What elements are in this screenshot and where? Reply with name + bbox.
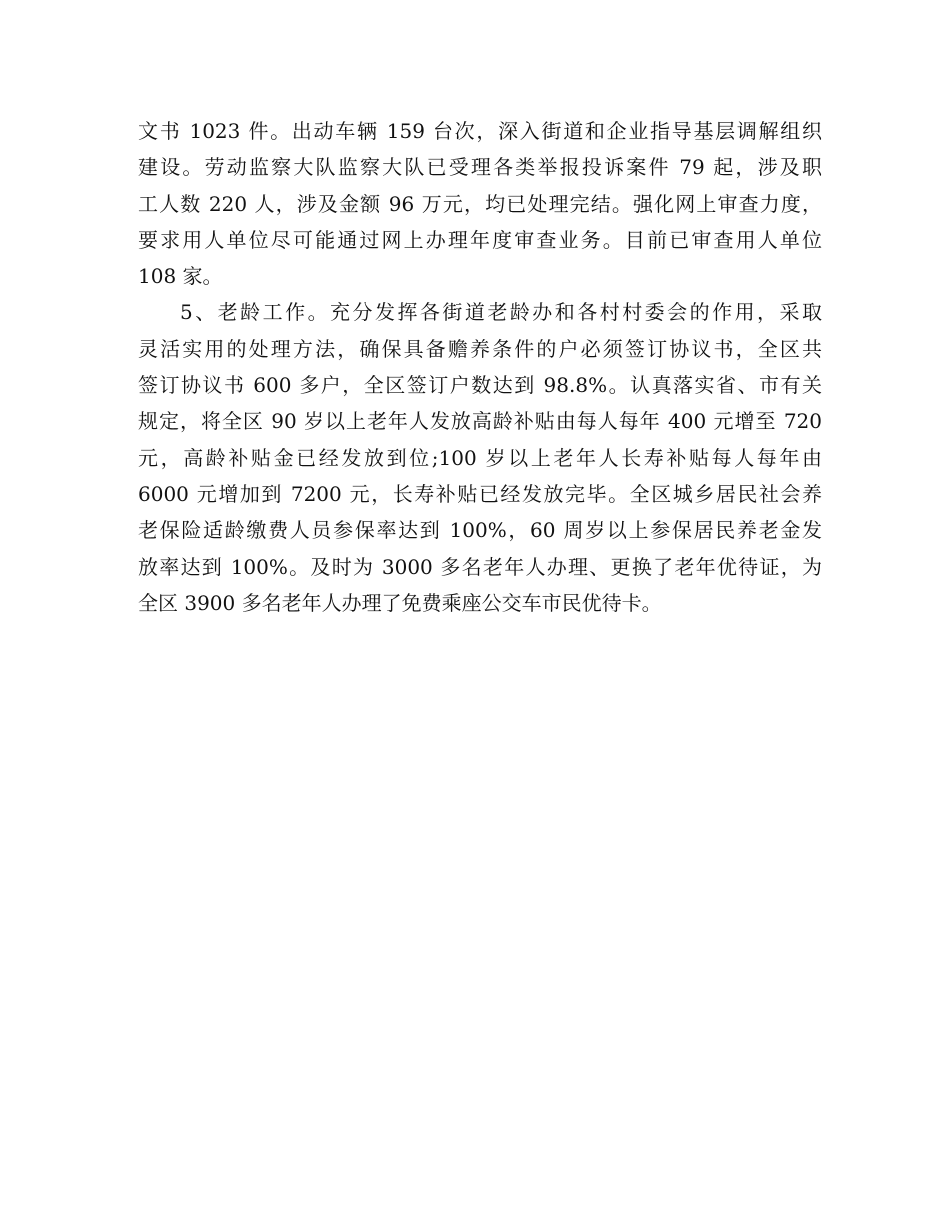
text-line: 5、老龄工作。充分发挥各街道老龄办和各村村委会的作用，采取	[180, 300, 822, 325]
text-line: 元，高龄补贴金已经发放到位;100 岁以上老年人长寿补贴每人每年由	[138, 445, 822, 470]
text-line: 工人数 220 人，涉及金额 96 万元，均已处理完结。强化网上审查力度，	[138, 191, 822, 216]
text-line: 6000 元增加到 7200 元，长寿补贴已经发放完毕。全区城乡居民社会养	[138, 481, 822, 506]
document-body	[138, 113, 822, 621]
text-line: 放率达到 100%。及时为 3000 多名老年人办理、更换了老年优待证，为	[138, 554, 822, 579]
text-line: 灵活实用的处理方法，确保具备赡养条件的户必须签订协议书，全区共	[138, 336, 822, 361]
text-line: 文书 1023 件。出动车辆 159 台次，深入街道和企业指导基层调解组织	[138, 119, 822, 143]
text-line: 建设。劳动监察大队监察大队已受理各类举报投诉案件 79 起，涉及职	[138, 155, 822, 180]
paragraph-elderly-work	[138, 294, 822, 621]
text-line: 老保险适龄缴费人员参保率达到 100%，60 周岁以上参保居民养老金发	[138, 518, 822, 543]
text-line: 规定，将全区 90 岁以上老年人发放高龄补贴由每人每年 400 元增至 720	[138, 409, 822, 434]
paragraph-labor-supervision	[138, 113, 822, 294]
text-line: 签订协议书 600 多户，全区签订户数达到 98.8%。认真落实省、市有关	[138, 373, 822, 398]
text-line: 要求用人单位尽可能通过网上办理年度审查业务。目前已审查用人单位	[138, 227, 822, 252]
text-line: 108 家。	[138, 264, 223, 289]
text-line: 全区 3900 多名老年人办理了免费乘座公交车市民优待卡。	[138, 590, 662, 615]
